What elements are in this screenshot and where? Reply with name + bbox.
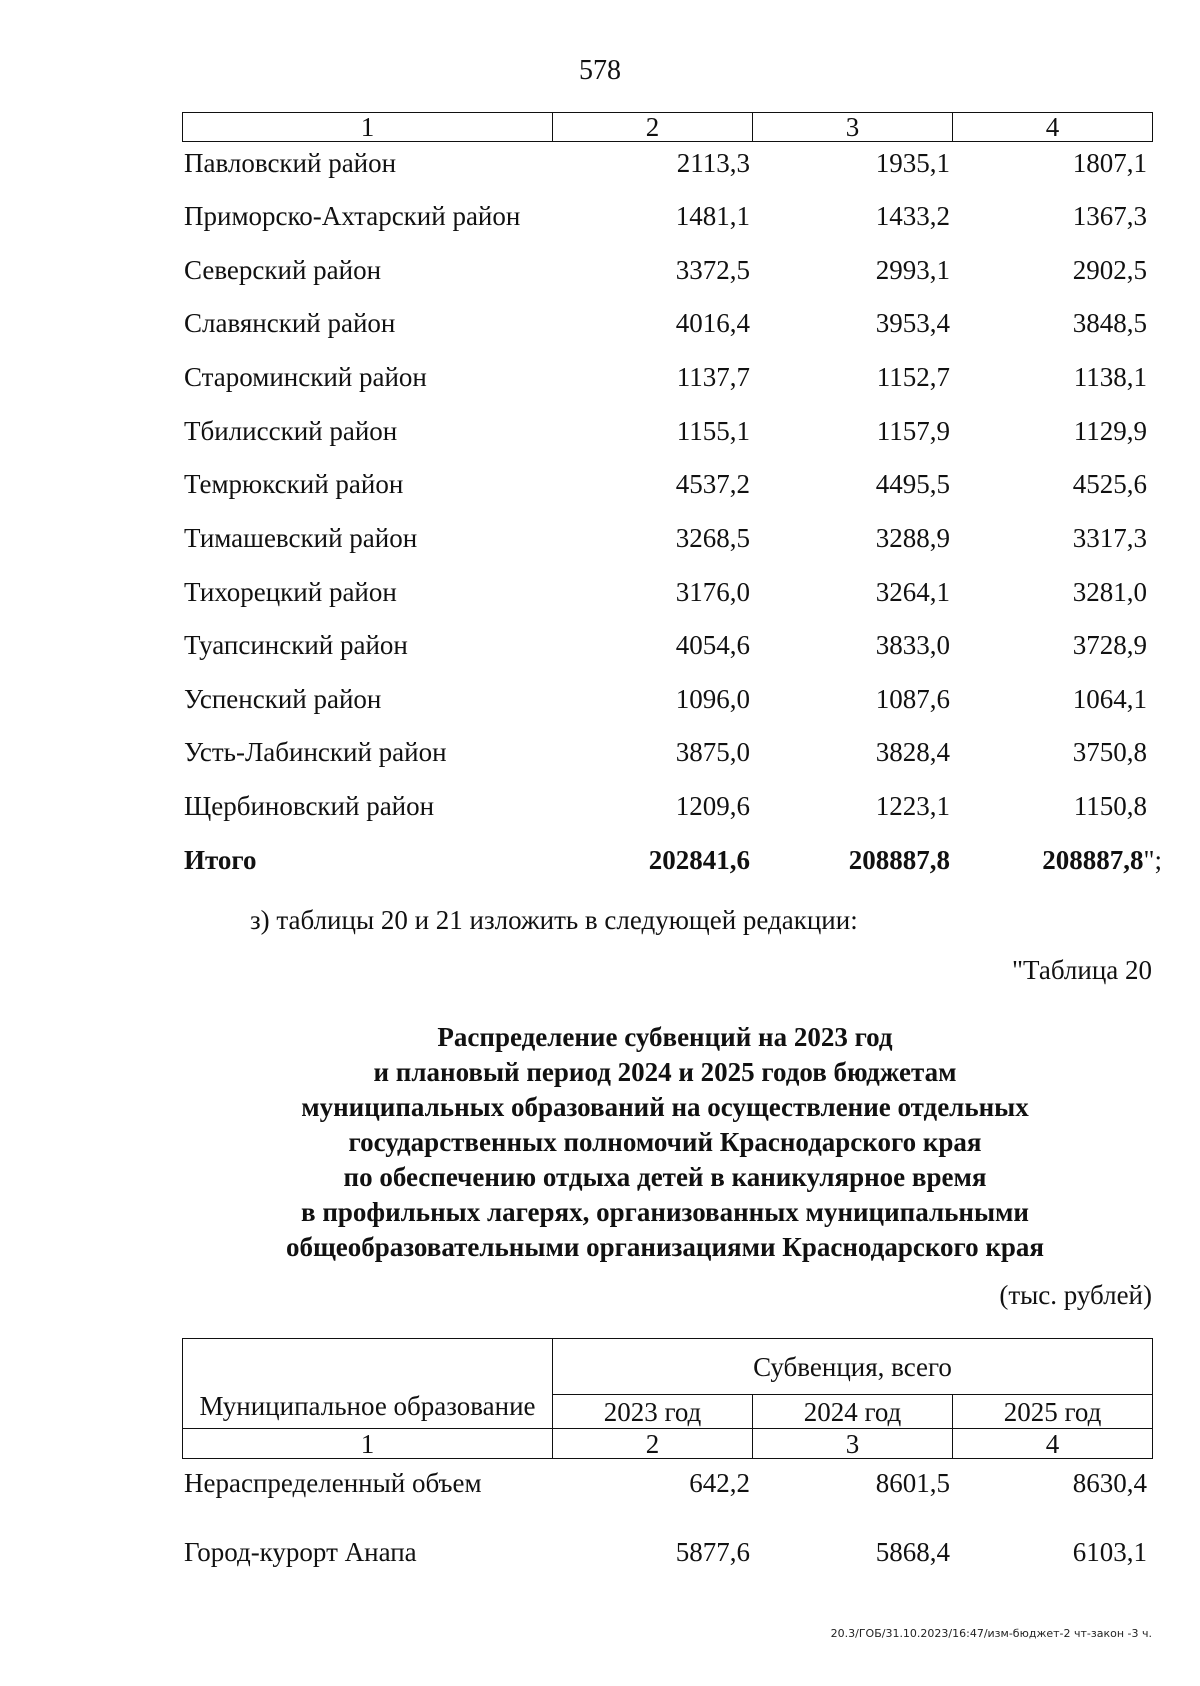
value-2023: 3176,0 [675,577,750,607]
value-2025: 1064,1 [1072,684,1147,714]
value-2023: 4537,2 [675,469,750,499]
page-number: 578 [579,55,621,86]
title-line: общеобразовательными организациями Краснодарского края [285,1232,1045,1262]
value-2024: 1223,1 [875,791,950,821]
table-row [0,518,1200,558]
value-2024: 3828,4 [875,737,950,767]
document-footer: 20.3/ГОБ/31.10.2023/16:47/изм-бюджет-2 чт-закон -3 ч. [830,1627,1152,1640]
table-row [0,625,1200,665]
amendment-paragraph: з) таблицы 20 и 21 изложить в следующей редакции: [250,905,858,935]
title-line: по обеспечению отдыха детей в каникулярное время [343,1162,987,1192]
value-2024: 5868,4 [875,1537,950,1567]
row-name: Темрюкский район [184,469,404,499]
value-2025: 8630,4 [1072,1468,1147,1498]
title-line: государственных полномочий Краснодарского края [348,1127,982,1157]
row-name: Староминский район [184,362,427,392]
table2-num-col2: 2 [553,1429,753,1459]
value-2024: 3264,1 [875,577,950,607]
table-row [0,143,1200,183]
table-row [0,303,1200,343]
table1-header-col3: 3 [753,113,953,142]
value-2025: 3281,0 [1072,577,1147,607]
title-line: в профильных лагерях, организованных муниципальными [301,1197,1029,1227]
value-2023: 4054,6 [675,630,750,660]
row-name: Славянский район [184,308,396,338]
table-row [0,411,1200,451]
quote-suffix: "; [1143,845,1162,875]
table-row [0,732,1200,772]
table2-num-col4: 4 [953,1429,1153,1459]
value-2025: 1138,1 [1073,362,1147,392]
table-row [0,196,1200,236]
value-2024: 1433,2 [875,201,950,231]
value-2025: 1807,1 [1072,148,1147,178]
value-2023: 2113,3 [676,148,750,178]
title-line: и плановый период 2024 и 2025 годов бюджетам [373,1057,957,1087]
value-2023: 1481,1 [675,201,750,231]
total-2024: 208887,8 [848,845,950,875]
table2-num-col3: 3 [753,1429,953,1459]
value-2025: 1150,8 [1073,791,1147,821]
table2-num-col1: 1 [183,1429,553,1459]
value-2025: 6103,1 [1072,1537,1147,1567]
value-2023: 642,2 [689,1468,750,1498]
value-2023: 4016,4 [675,308,750,338]
table-row [0,1463,1200,1503]
value-2023: 5877,6 [675,1537,750,1567]
value-2023: 1096,0 [675,684,750,714]
row-name: Туапсинский район [184,630,408,660]
value-2024: 1157,9 [876,416,950,446]
table-title [150,1020,1180,1265]
value-2024: 8601,5 [875,1468,950,1498]
row-name: Усть-Лабинский район [184,737,447,767]
row-name: Город-курорт Анапа [184,1537,417,1567]
total-2025: 208887,8 [1042,845,1144,875]
value-2023: 3372,5 [675,255,750,285]
row-name: Тихорецкий район [184,577,397,607]
value-2025: 4525,6 [1072,469,1147,499]
value-2025: 3317,3 [1072,523,1147,553]
row-name: Приморско-Ахтарский район [184,201,521,231]
table-row [0,464,1200,504]
total-label: Итого [184,845,257,875]
row-name: Нераспределенный объем [184,1468,482,1498]
value-2024: 1152,7 [876,362,950,392]
table-row [0,1532,1200,1572]
value-2023: 1137,7 [676,362,750,392]
value-2023: 3268,5 [675,523,750,553]
unit-label: (тыс. рублей) [999,1280,1152,1310]
table-row [0,357,1200,397]
table1-header-col2: 2 [553,113,753,142]
table-row [0,250,1200,290]
table-row [0,786,1200,826]
year-header-2025: 2025 год [953,1395,1153,1429]
value-2024: 2993,1 [875,255,950,285]
value-2024: 3833,0 [875,630,950,660]
value-2024: 1935,1 [875,148,950,178]
value-2025: 1367,3 [1072,201,1147,231]
year-header-2023: 2023 год [553,1395,753,1429]
table1-header [182,112,1153,142]
value-2024: 3953,4 [875,308,950,338]
table-row [0,679,1200,719]
total-2025-cell [952,840,1162,880]
total-row [0,840,1200,880]
title-line: муниципальных образований на осуществление отдельных [301,1092,1029,1122]
value-2023: 1209,6 [675,791,750,821]
title-line: Распределение субвенций на 2023 год [437,1022,893,1052]
row-name: Щербиновский район [184,791,435,821]
value-2025: 1129,9 [1073,416,1147,446]
table2-header [182,1338,1153,1459]
table-row [0,572,1200,612]
value-2025: 3728,9 [1072,630,1147,660]
value-2023: 1155,1 [676,416,750,446]
row-name: Успенский район [184,684,382,714]
table2-col1-header: Муниципальное образование [183,1339,553,1429]
value-2025: 3848,5 [1072,308,1147,338]
value-2023: 3875,0 [675,737,750,767]
value-2025: 3750,8 [1072,737,1147,767]
table-label: "Таблица 20 [1012,955,1152,985]
table1-header-col1: 1 [183,113,553,142]
year-header-2024: 2024 год [753,1395,953,1429]
row-name: Тбилисский район [184,416,398,446]
table2-group-header: Субвенция, всего [553,1339,1153,1395]
value-2024: 3288,9 [875,523,950,553]
total-2023: 202841,6 [648,845,750,875]
row-name: Павловский район [184,148,397,178]
value-2024: 4495,5 [875,469,950,499]
value-2024: 1087,6 [875,684,950,714]
value-2025: 2902,5 [1072,255,1147,285]
table1-header-col4: 4 [953,113,1153,142]
row-name: Северский район [184,255,382,285]
row-name: Тимашевский район [184,523,418,553]
